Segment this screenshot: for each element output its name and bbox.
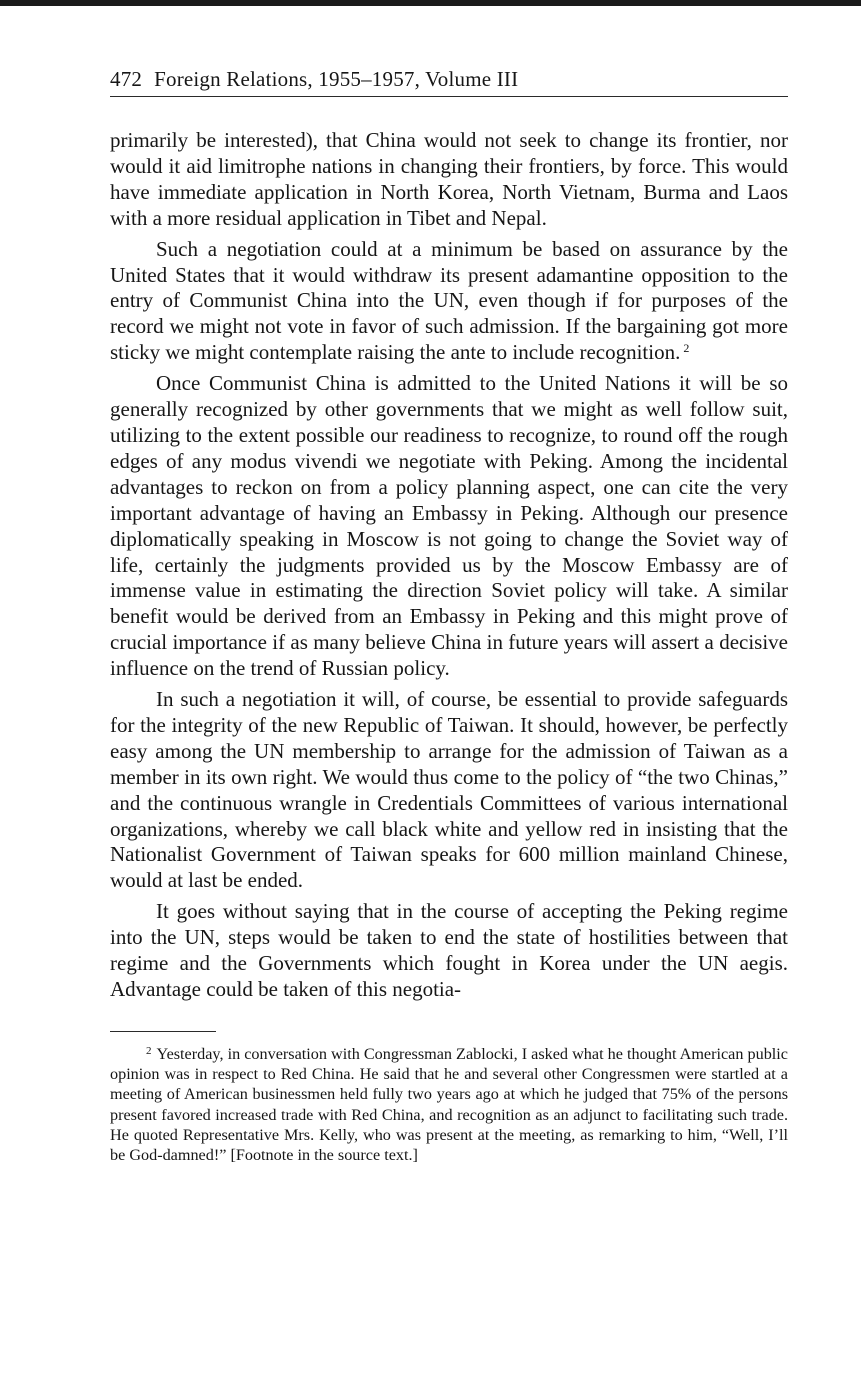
footnote-marker: 2 xyxy=(146,1044,152,1057)
footnote-text: Yesterday, in conversation with Congressman Zablocki, I asked what he thought American public opinion was in respect to Red China. He said that he and several other Congressmen were startled at a meeting of American businessmen held fully two years ago at which he judged that 75% of the persons present favored increased trade with Red China, and recognition as an adjunct to facilitating such trade. He quoted Representative Mrs. Kelly, who was present at the meeting, as remarking to him, “Well, I’ll be God-damned!” [Footnote in the source text.] xyxy=(110,1044,788,1164)
footnote xyxy=(110,1044,788,1165)
paragraph-4: In such a negotiation it will, of course, be essential to provide safeguards for the integrity of the new Republic of Taiwan. It should, however, be perfectly easy among the UN membership to arrange for the admission of Taiwan as a member in its own right. We would thus come to the policy of “the two Chinas,” and the continuous wrangle in Credentials Committees of various international organizations, whereby we call black white and yellow red in insisting that the Nationalist Government of Taiwan speaks for 600 million mainland Chinese, would at last be ended. xyxy=(110,687,788,893)
paragraph-2 xyxy=(110,237,788,367)
document-page xyxy=(110,66,788,1165)
running-title: Foreign Relations, 1955–1957, Volume III xyxy=(154,67,519,91)
page-number: 472 xyxy=(110,67,143,91)
paragraph-2-text: Such a negotiation could at a minimum be based on assurance by the United States that it would withdraw its present adamantine opposition to the entry of Communist China into the UN, even though if for purposes of the record we might not vote in favor of such admission. If the bargaining got more sticky we might contemplate raising the ante to include recognition. xyxy=(110,236,788,365)
footnote-rule xyxy=(110,1031,216,1032)
running-head xyxy=(110,66,788,97)
paragraph-5: It goes without saying that in the course of accepting the Peking regime into the UN, steps would be taken to end the state of hostilities between that regime and the Governments which fought in Korea under the UN aegis. Advantage could be taken of this negotia- xyxy=(110,899,788,1001)
scan-top-edge xyxy=(0,0,861,6)
paragraph-3: Once Communist China is admitted to the United Nations it will be so generally recognized by other governments that we might as well follow suit, utilizing to the extent possible our readiness to recognize, to round off the rough edges of any modus vivendi we negotiate with Peking. Among the incidental advantages to reckon on from a policy planning aspect, one can cite the very important advantage of having an Embassy in Peking. Although our presence diplomatically speaking in Moscow is not going to change the Soviet way of life, certainly the judgments provided us by the Moscow Embassy are of immense value in estimating the direction Soviet policy will take. A similar benefit would be derived from an Embassy in Peking and this might prove of crucial importance if as many believe China in future years will assert a decisive influence on the trend of Russian policy. xyxy=(110,371,788,681)
footnote-reference: 2 xyxy=(683,341,690,356)
paragraph-1: primarily be interested), that China would not seek to change its frontier, nor would it aid limitrophe nations in changing their frontiers, by force. This would have immediate application in North Korea, North Vietnam, Burma and Laos with a more residual application in Tibet and Nepal. xyxy=(110,128,788,230)
main-text xyxy=(110,128,788,1003)
